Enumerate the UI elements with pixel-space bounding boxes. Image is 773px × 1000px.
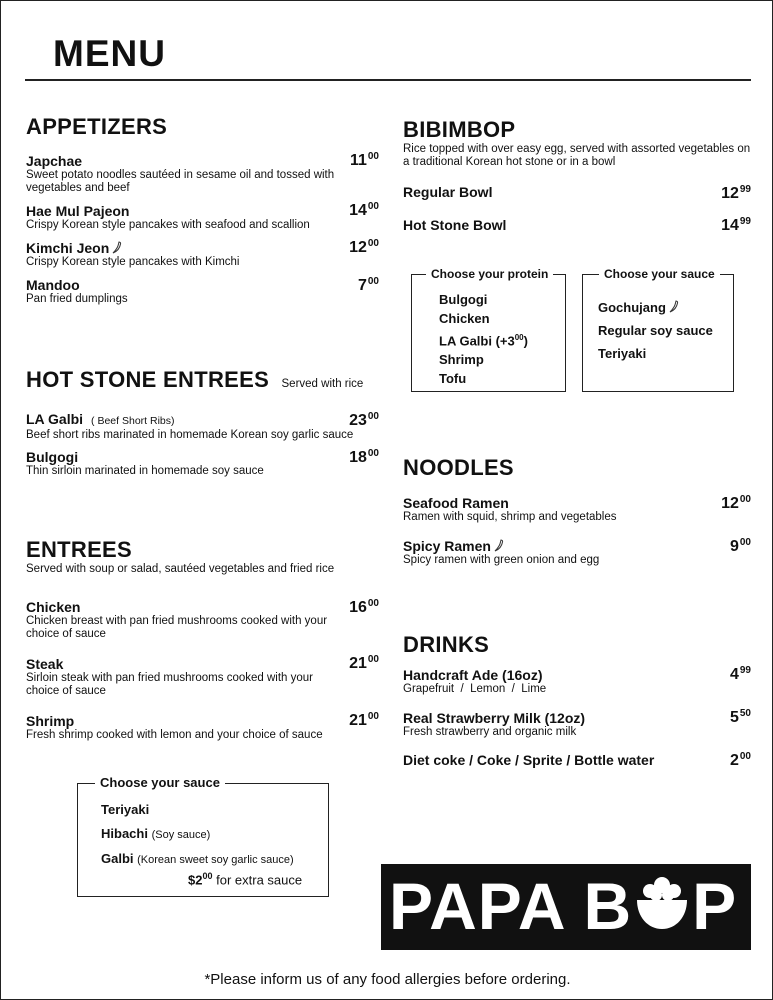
bibimbop-sauce-box-title: Choose your sauce — [599, 267, 720, 281]
protein-option: LA Galbi $(+3^{00})$ — [439, 333, 528, 349]
item-price: $9^{00}$ — [729, 537, 751, 555]
logo-text: PAPA B P — [389, 869, 738, 943]
item-name: Handcraft Ade (16oz) — [403, 667, 543, 683]
noodles-title: NOODLES — [403, 455, 514, 480]
chili-pepper-icon — [669, 300, 679, 313]
protein-option: Shrimp — [439, 352, 484, 368]
item-price: $21^{00}$ — [349, 711, 379, 729]
item-name: Real Strawberry Milk (12oz) — [403, 710, 586, 726]
item-name: Spicy Ramen — [403, 538, 491, 554]
chili-pepper-icon — [494, 539, 504, 552]
item-description: Fresh shrimp cooked with lemon and your choice of sauce — [26, 729, 323, 741]
allergy-notice: *Please inform us of any food allergies before ordering. — [204, 971, 571, 988]
item-price: $4^{99}$ — [729, 665, 751, 683]
item-price: $12^{00}$ — [721, 494, 751, 512]
item-price: $14^{99}$ — [721, 216, 751, 234]
protein-box-title: Choose your protein — [426, 267, 553, 281]
entree-sauce-box-title: Choose your sauce — [95, 775, 225, 790]
item-name: Seafood Ramen — [403, 495, 509, 511]
chili-pepper-icon — [112, 241, 122, 254]
drinks-title: DRINKS — [403, 632, 490, 657]
item-description: Ramen with squid, shrimp and vegetables — [403, 511, 617, 523]
bibimbop-subtitle: Rice topped with over easy egg, served with assorted vegetables on a traditional Korean hot stone or in a bowl — [403, 143, 751, 168]
bibimbop-title: BIBIMBOP — [403, 117, 516, 142]
sauce-option: Teriyaki — [598, 346, 647, 361]
item-name: Bulgogi — [26, 449, 79, 465]
protein-options — [439, 290, 528, 388]
bibimbop-sauce-options — [598, 296, 713, 365]
sauce-option: Hibachi (Soy sauce) — [101, 826, 211, 841]
title-divider — [25, 79, 751, 81]
item-description: Beef short ribs marinated in homemade Korean soy garlic sauce — [26, 429, 354, 441]
item-description: Pan fried dumplings — [26, 293, 128, 305]
item-price: $11^{00}$ — [349, 151, 379, 169]
item-name: Regular Bowl — [403, 184, 493, 200]
menu-item — [26, 656, 336, 698]
hot-stone-subtitle: Served with rice — [281, 378, 364, 390]
item-note: ( Beef Short Ribs) — [91, 415, 175, 427]
menu-item — [26, 153, 346, 195]
item-price: $7^{00}$ — [357, 276, 379, 294]
appetizers-title: APPETIZERS — [26, 114, 168, 139]
sauce-option: Gochujang — [598, 296, 713, 319]
item-name: Hot Stone Bowl — [403, 217, 507, 233]
item-name: Chicken — [26, 599, 81, 615]
item-name: Hae Mul Pajeon — [26, 203, 130, 219]
item-description: Grapefruit / Lemon / Lime — [403, 683, 547, 695]
menu-item — [26, 599, 346, 641]
item-description: Spicy ramen with green onion and egg — [403, 554, 600, 566]
item-name: Mandoo — [26, 277, 80, 293]
entrees-title: ENTREES — [26, 537, 133, 562]
hot-stone-title: HOT STONE ENTREES — [26, 367, 270, 392]
item-price: $12^{99}$ — [721, 184, 751, 202]
protein-option: Tofu — [439, 371, 467, 387]
item-description: Chicken breast with pan fried mushrooms cooked with your choice of sauce — [26, 615, 328, 640]
item-name: Diet coke / Coke / Sprite / Bottle water — [403, 752, 655, 768]
hot-stone-header — [26, 367, 363, 393]
item-price: $23^{00}$ — [349, 411, 379, 429]
sauce-option: Galbi (Korean sweet soy garlic sauce) — [101, 851, 294, 866]
item-name: Steak — [26, 656, 64, 672]
entrees-subtitle: Served with soup or salad, sautéed vegetables and fried rice — [26, 563, 335, 575]
item-description: Crispy Korean style pancakes with seafood and scallion — [26, 219, 310, 231]
item-price: $2^{00}$ — [729, 751, 751, 769]
item-price: $12^{00}$ — [349, 238, 379, 256]
protein-option: Bulgogi — [439, 292, 488, 307]
sauce-option: Teriyaki — [101, 802, 150, 817]
item-price: $16^{00}$ — [349, 598, 379, 616]
menu-item — [403, 495, 703, 524]
item-name: LA Galbi — [26, 411, 84, 427]
rice-bowl-icon — [634, 873, 690, 935]
entree-sauce-options — [101, 798, 294, 872]
item-description: Thin sirloin marinated in homemade soy sauce — [26, 465, 264, 477]
item-name: Shrimp — [26, 713, 75, 729]
page-title: MENU — [53, 33, 166, 74]
extra-sauce-price: $\$2^{00}$ for extra sauce — [188, 871, 303, 888]
protein-option: Chicken — [439, 311, 490, 326]
item-price: $14^{00}$ — [349, 201, 379, 219]
item-description: Crispy Korean style pancakes with Kimchi — [26, 256, 240, 268]
item-description: Sweet potato noodles sautéed in sesame oil and tossed with vegetables and beef — [26, 169, 335, 194]
sauce-option: Regular soy sauce — [598, 323, 713, 338]
item-price: $5^{50}$ — [729, 708, 751, 726]
item-name: Japchae — [26, 153, 83, 169]
papa-bop-logo — [381, 864, 751, 950]
item-price: $18^{00}$ — [349, 448, 379, 466]
item-name: Kimchi Jeon — [26, 240, 110, 256]
item-description: Sirloin steak with pan fried mushrooms cooked with your choice of sauce — [26, 672, 313, 697]
item-description: Fresh strawberry and organic milk — [403, 726, 577, 738]
menu-item — [403, 538, 703, 567]
menu-item — [26, 713, 346, 742]
item-price: $21^{00}$ — [349, 654, 379, 672]
